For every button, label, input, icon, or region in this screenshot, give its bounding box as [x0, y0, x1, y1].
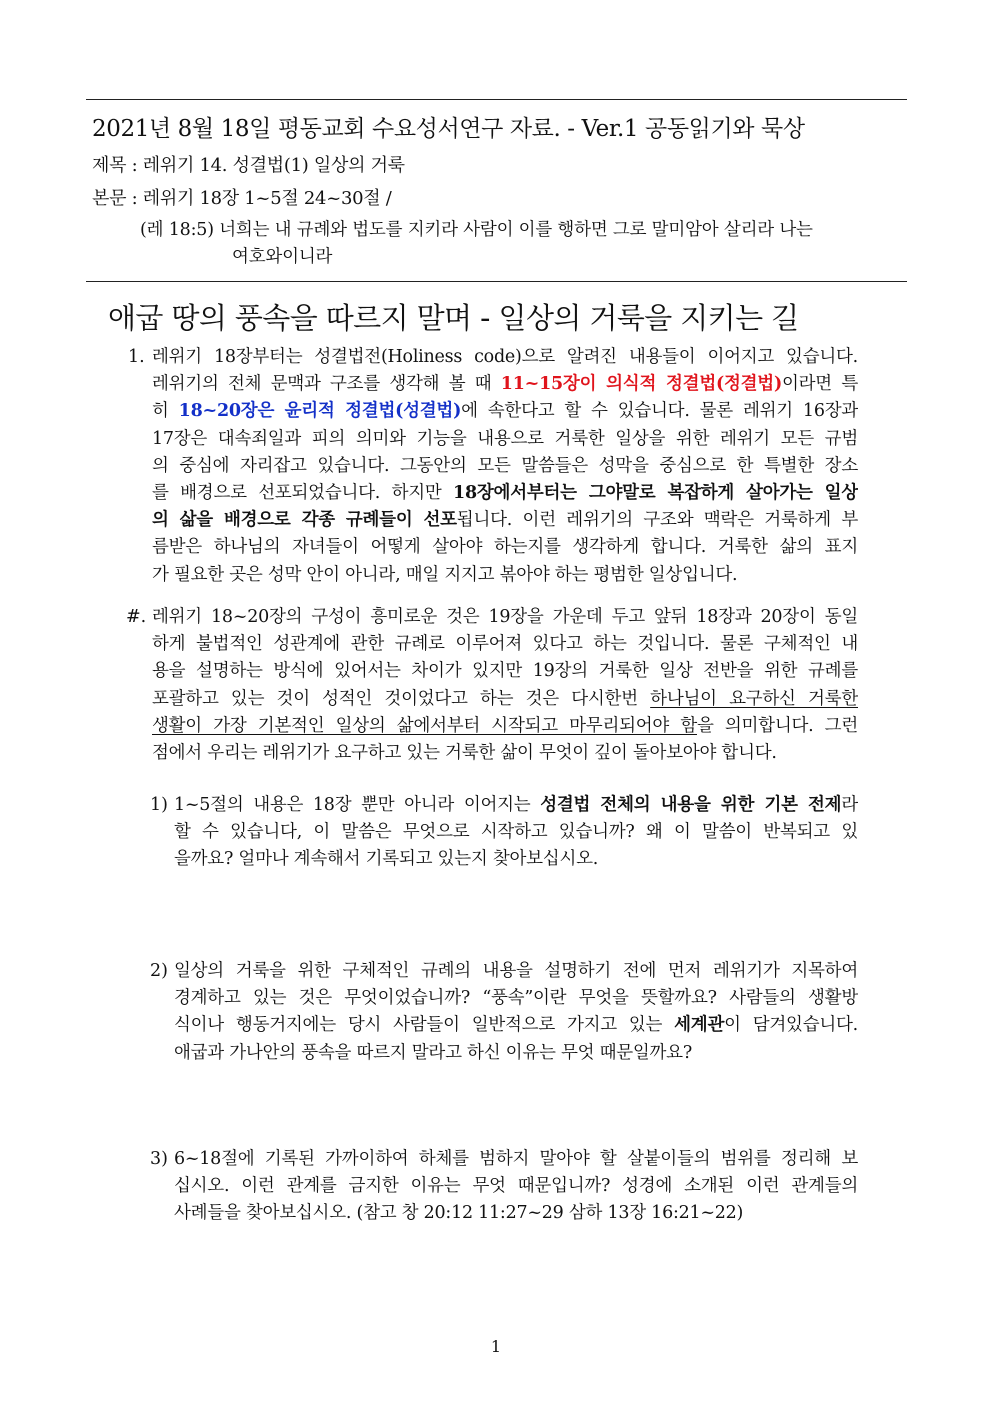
paragraph-1 [152, 344, 858, 589]
question-2-marker: 2) [150, 961, 168, 981]
paragraph-line: 할 수 있습니다, 이 말씀은 무엇으로 시작하고 있습니까? 왜 이 말씀이 반복되고 있 [174, 822, 858, 843]
emphasis-underline: 생활이 가장 기본적인 일상의 삶에서부터 시작되고 마무리되어야 함 [152, 715, 697, 736]
text-run: 을 의미합니다. 그런 [696, 715, 858, 736]
text-run: 이라면 특 [782, 374, 858, 395]
paragraph-line [152, 398, 858, 425]
paragraph-line: 을까요? 얼마나 계속해서 기록되고 있는지 찾아보십시오. [174, 849, 599, 870]
emphasis-bold: 18장에서부터는 그야말로 복잡하게 살아가는 일상 [453, 483, 858, 504]
paragraph-line: 의 중심에 자리잡고 있습니다. 그동안의 모든 말씀들은 성막을 중심으로 한 특별한 장소 [152, 455, 858, 476]
emphasis-bold: 의 삶을 배경으로 각종 규례들이 선포 [152, 510, 457, 531]
paragraph-line: 점에서 우리는 레위기가 요구하고 있는 거룩한 삶이 무엇이 깊이 돌아보아야 합니다. [152, 743, 777, 764]
paragraph-line [152, 686, 858, 713]
paragraph-line [152, 507, 858, 534]
verse-text-continued: 여호와이니라 [232, 247, 333, 267]
section-title: 애굽 땅의 풍속을 따르지 말며 - 일상의 거룩을 지키는 길 [108, 301, 799, 335]
emphasis-red: 11~15장이 의식적 정결법(정결법) [500, 374, 782, 395]
paragraph-line: 사례들을 찾아보십시오. (참고 창 20:12 11:27~29 삼하 13장 16:21~22) [174, 1203, 744, 1224]
question-2 [174, 958, 858, 1067]
paragraph-line [174, 1012, 858, 1039]
passage-line: 본문 : 레위기 18장 1~5절 24~30절 / [92, 188, 392, 209]
question-3 [174, 1146, 858, 1228]
text-run: 1~5절의 내용은 18장 뿐만 아니라 이어지는 [174, 795, 541, 815]
paragraph-line [152, 713, 858, 740]
paragraph-line: 용을 설명하는 방식에 있어서는 차이가 있지만 19장의 거룩한 일상 전반을 위한 규례를 [152, 661, 858, 682]
paragraph-line [174, 792, 858, 819]
verse-reference: (레 18:5) [140, 220, 214, 240]
emphasis-bold: 세계관 [674, 1015, 725, 1036]
question-1 [174, 792, 858, 874]
verse-text: 너희는 내 규례와 법도를 지키라 사람이 이를 행하면 그로 말미암아 살리라 나는 [219, 220, 813, 240]
text-run: 히 [152, 401, 179, 422]
question-1-marker: 1) [150, 795, 168, 815]
paragraph-line: 17장은 대속죄일과 피의 의미와 기능을 내용으로 거룩한 일상을 위한 레위기 모든 규범 [152, 428, 858, 449]
paragraph-line [152, 480, 858, 507]
paragraph-line: 경계하고 있는 것은 무엇이었습니까? “풍속”이란 무엇을 뜻할까요? 사람들의 생활방 [174, 988, 858, 1009]
text-run: 에 속한다고 할 수 있습니다. 물론 레위기 16장과 [461, 401, 858, 422]
paragraph-line: 일상의 거룩을 위한 구체적인 규례의 내용을 설명하기 전에 먼저 레위기가 지목하여 [174, 961, 858, 981]
top-rule [86, 99, 907, 100]
emphasis-blue: 18~20장은 윤리적 정결법(성결법) [178, 401, 462, 422]
paragraph-line: 름받은 하나님의 자녀들이 어떻게 살아야 하는지를 생각하게 합니다. 거룩한 삶의 표지 [152, 537, 858, 558]
text-run: 이 담겨있습니다. [724, 1015, 858, 1036]
page-number: 1 [490, 1337, 502, 1356]
key-verse [140, 217, 876, 271]
text-run: 식이나 행동거지에는 당시 사람들이 일반적으로 가지고 있는 [174, 1015, 675, 1036]
paragraph-line: 레위기 18장부터는 성결법전(Holiness code)으로 알려진 내용들이 이어지고 있습니다. [152, 347, 858, 367]
paragraph-line: 6~18절에 기록된 가까이하여 하체를 범하지 말아야 할 살붙이들의 범위를 정리해 보 [174, 1149, 858, 1169]
paragraph-line: 하게 불법적인 성관계에 관한 규례로 이루어져 있다고 하는 것입니다. 물론 구체적인 내 [152, 634, 858, 655]
text-run: 포괄하고 있는 것이 성적인 것이었다고 하는 것은 다시한번 [152, 688, 651, 709]
paragraph-line: 십시오. 이런 관계를 금지한 이유는 무엇 때문입니까? 성경에 소개된 이런 관계들의 [174, 1176, 858, 1197]
paragraph-1-marker: 1. [128, 347, 145, 367]
document-title: 2021년 8월 18일 평동교회 수요성서연구 자료. - Ver.1 공동읽기와 묵상 [92, 116, 805, 142]
paragraph-2 [152, 604, 858, 767]
text-run: 됩니다. 이런 레위기의 구조와 맥락은 거룩하게 부 [456, 510, 858, 531]
question-3-marker: 3) [150, 1149, 168, 1169]
paragraph-line: 레위기 18~20장의 구성이 흥미로운 것은 19장을 가운데 두고 앞뒤 18장과 20장이 동일 [152, 607, 858, 627]
text-run: 레위기의 전체 문맥과 구조를 생각해 볼 때 [152, 374, 501, 395]
paragraph-line: 애굽과 가나안의 풍속을 따르지 말라고 하신 이유는 무엇 때문일까요? [174, 1042, 692, 1063]
header-bottom-rule [86, 281, 907, 282]
emphasis-bold: 성결법 전체의 내용을 위한 기본 전제 [540, 795, 842, 815]
subject-line: 제목 : 레위기 14. 성결법(1) 일상의 거룩 [92, 155, 405, 176]
paragraph-2-marker: #. [126, 607, 147, 627]
text-run: 라 [841, 795, 858, 815]
emphasis-underline: 하나님이 요구하신 거룩한 [650, 688, 858, 709]
paragraph-line [152, 371, 858, 398]
text-run: 를 배경으로 선포되었습니다. 하지만 [152, 483, 454, 504]
paragraph-line: 가 필요한 곳은 성막 안이 아니라, 매일 지지고 볶아야 하는 평범한 일상입니다. [152, 564, 738, 585]
